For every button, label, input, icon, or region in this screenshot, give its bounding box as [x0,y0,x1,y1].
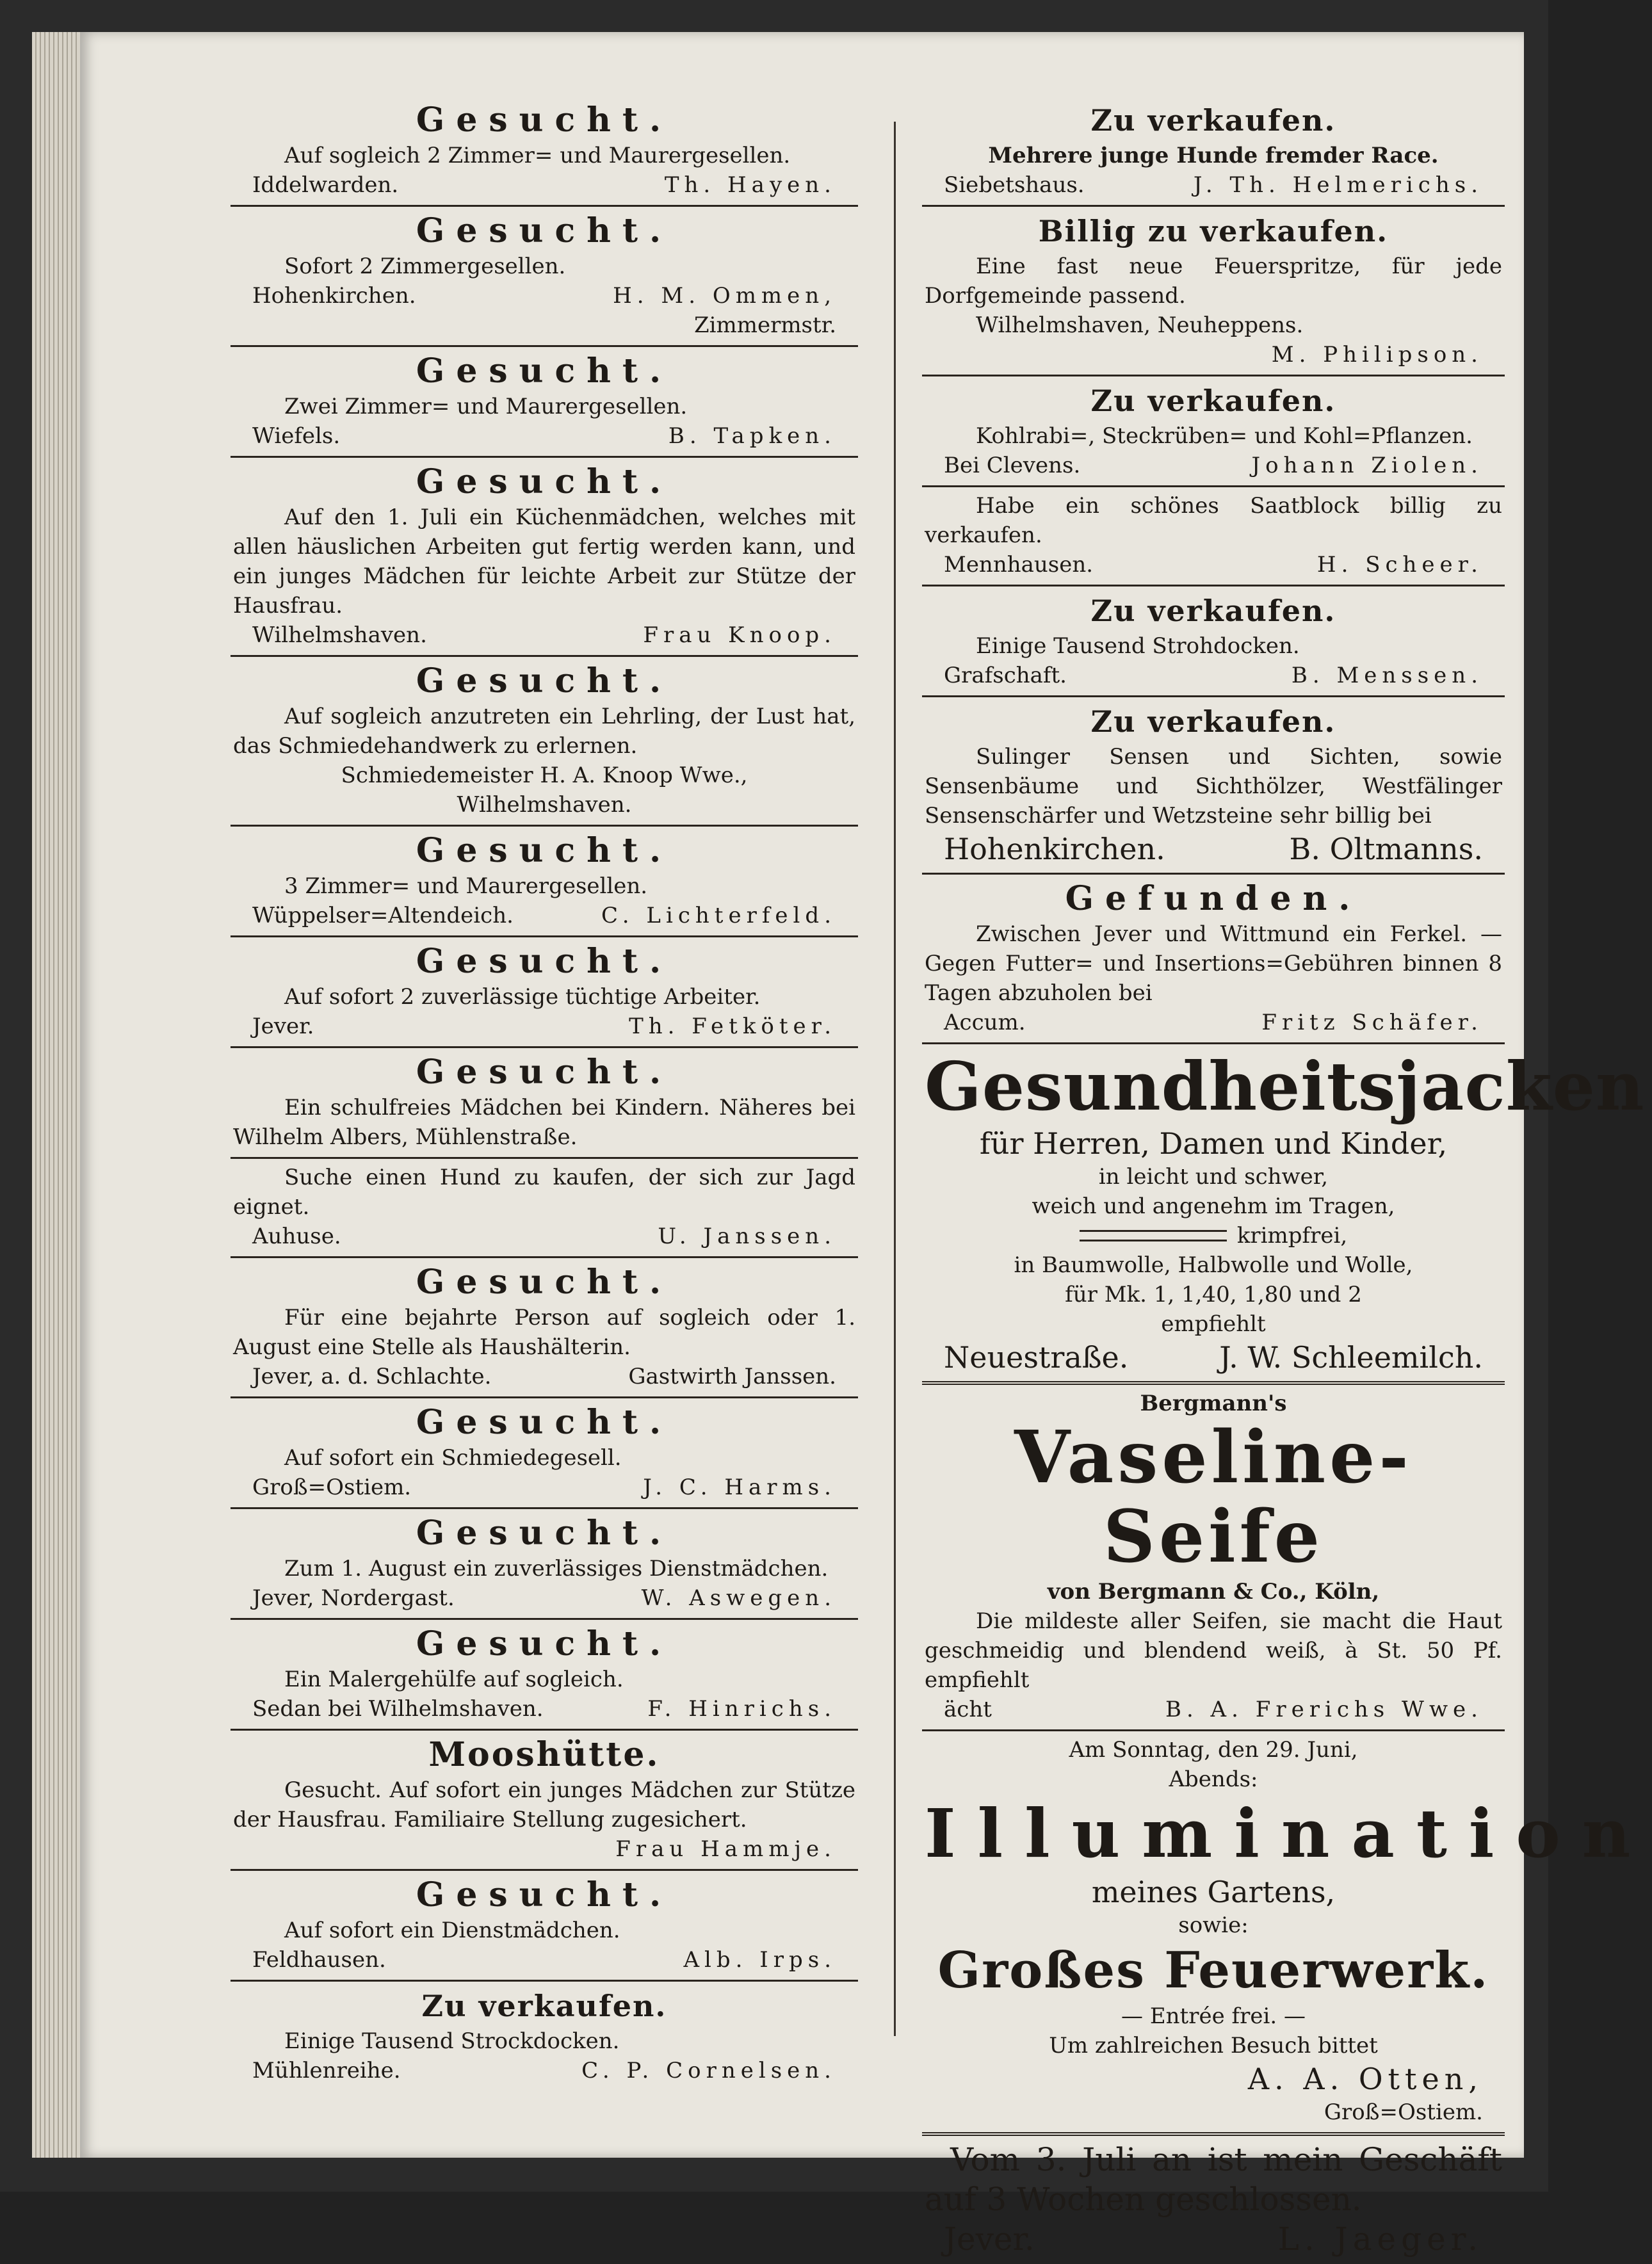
ad-illumination [922,1731,1652,2136]
ad-heading: Gesucht. [416,942,673,981]
ad-heading: Gesucht. [416,1053,673,1092]
ad-sig-left: Mühlenreihe. [252,2058,401,2083]
ad-heading: Gesucht. [416,1263,673,1302]
ad-heading: Billig zu verkaufen. [1038,214,1389,248]
ad-sig-left: Accum. [944,1010,1026,1035]
ad-sig-left: Sedan bei Wilhelmshaven. [252,1696,544,1722]
ad-sig-place: Groß=Ostiem. [1324,2099,1483,2125]
ad-sig-left: Neuestraße. [944,1340,1129,1375]
ad-line: sowie: [1178,1912,1249,1938]
ad-body: Kohlrabi=, Steckrüben= und Kohl=Pflanzen. [976,423,1473,449]
ad-body: Zwei Zimmer= und Maurergesellen. [284,394,688,419]
ad-sig-right: F. Hinrichs. [647,1696,836,1722]
ad [231,1731,858,1871]
ad-sig-right: Frau Knoop. [643,622,836,648]
ad-sig-right: Fritz Schäfer. [1261,1010,1483,1035]
ad-sig: A. A. Otten, [1247,2062,1483,2096]
ad-display-title: Illumination [925,1794,1652,1873]
ad-line: — Entrée frei. — [1121,2003,1306,2029]
ad [922,586,1505,697]
ad-line: weich und angenehm im Tragen, [1032,1193,1395,1219]
ad-line: in leicht und schwer, [1098,1164,1329,1190]
ad [231,1398,858,1509]
ad-sig-left: Jever. [252,1014,314,1039]
ad-body: Habe ein schönes Saatblock billig zu verkaufen. [925,493,1502,548]
ad-sig-right: H. M. Ommen, [613,283,836,309]
ad-body: Einige Tausend Strohdocken. [976,633,1300,659]
ad-sig-right: C. Lichterfeld. [601,903,836,928]
ad-display-title: Gesundheitsjacken [925,1047,1645,1126]
ad-heading: Zu verkaufen. [1090,704,1336,739]
ad [231,1258,858,1398]
ad-body: Mehrere junge Hunde fremder Race. [988,143,1439,168]
ad-line: für Herren, Damen und Kinder, [979,1126,1448,1161]
ad [231,1159,858,1258]
ad-sig-right: Johann Ziolen. [1251,453,1483,478]
ad-sig-right: Frau Hammje. [615,1836,836,1862]
ad-sig-right: M. Philipson. [1271,342,1483,368]
ad [231,827,858,937]
ad-sig-right: Alb. Irps. [683,1947,836,1973]
ad-body: Gesucht. Auf sofort ein junges Mädchen zur Stütze der Hausfrau. Familiaire Stellung zugesichert. [233,1777,855,1832]
ad-sig-right: B. A. Frerichs Wwe. [1165,1697,1483,1722]
ad-heading: Zu verkaufen. [1090,103,1336,138]
ad-sig-center: Schmiedemeister H. A. Knoop Wwe., [341,763,748,788]
ad [922,487,1505,586]
ad-heading: Zu verkaufen. [1090,384,1336,418]
ad-body: Für eine bejahrte Person auf sogleich oder 1. August eine Stelle als Haushälterin. [233,1305,855,1360]
ad-heading: Mooshütte. [428,1735,660,1774]
ad-display-title-2: Großes Feuerwerk. [937,1941,1489,2000]
ad [922,96,1505,207]
ad-line: meines Gartens, [1091,1875,1336,1909]
ad-sig-left: Wüppelser=Altendeich. [252,903,514,928]
ad-sig-left: Auhuse. [252,1224,341,1249]
ad-sig-left: Hohenkirchen. [252,283,416,309]
ad-sig-right: W. Aswegen. [641,1585,836,1611]
ad-body: Auf sofort ein Schmiedegesell. [284,1445,622,1471]
ad-sig-right: J. Th. Helmerichs. [1193,172,1483,198]
ad-sig-left: Siebetshaus. [944,172,1085,198]
ad [231,207,858,347]
ad-sig-left: Bei Clevens. [944,453,1081,478]
ad [231,657,858,827]
ad-sig-center-2: Wilhelmshaven. [457,792,632,818]
ad-heading: Gesucht. [416,1624,673,1663]
ad [922,875,1505,1044]
ad-body: Suche einen Hund zu kaufen, der sich zur Jagd eignet. [233,1165,855,1220]
ad-heading: Zu verkaufen. [1090,594,1336,628]
ad-gesundheitsjacken [922,1044,1645,1385]
ad-heading: Gesucht. [416,1403,673,1442]
ad-body: Vom 3. Juli an ist mein Geschäft auf 3 Wochen geschlossen. [925,2141,1502,2218]
ad [231,1048,858,1159]
ad-sig-right: Th. Fetköter. [629,1014,836,1039]
ad-sig-right: H. Scheer. [1316,552,1483,578]
ad-sig-right: B. Oltmanns. [1289,832,1483,866]
ad-sig-left: Jever. [944,2220,1035,2258]
ornament-rule [1080,1230,1227,1241]
ad [922,207,1505,376]
ad [231,1982,858,2090]
ad-heading: Gesucht. [416,1514,673,1553]
ad-body: 3 Zimmer= und Maurergesellen. [284,873,648,899]
right-column [922,96,1652,2264]
ad-sig-left: ächt [944,1697,992,1722]
ad-sig-left: Wilhelmshaven. [252,622,427,648]
ad [231,1620,858,1731]
ad-sig-left: Jever, a. d. Schlachte. [252,1364,492,1389]
ad-sig-left: Iddelwarden. [252,172,399,198]
ad-body: Zum 1. August ein zuverlässiges Dienstmädchen. [284,1556,829,1581]
ad-sig-left: Hohenkirchen. [944,832,1165,866]
ad-line: in Baumwolle, Halbwolle und Wolle, [1014,1252,1413,1278]
ad-body: Einige Tausend Strockdocken. [284,2028,620,2054]
ad-sig-right: J. W. Schleemilch. [1219,1340,1483,1375]
ad-body: Auf den 1. Juli ein Küchenmädchen, welches mit allen häuslichen Arbeiten gut fertig werden kann, und ein junges Mädchen für leichte Arbeit zur Stütze der Hausfrau. [233,505,855,619]
ad [231,347,858,458]
ad [231,937,858,1048]
ad-sig-right: Th. Hayen. [664,172,836,198]
ad-pre-title: Bergmann's [1140,1391,1287,1416]
ad-heading: Gesucht. [416,352,673,391]
ad-line: empfiehlt [1161,1311,1266,1337]
ad-sig-left: Mennhausen. [944,552,1094,578]
ad [231,1871,858,1982]
ad-body: Eine fast neue Feuerspritze, für jede Dorfgemeinde passend. [925,254,1502,309]
ad-line: krimpfrei, [1236,1223,1348,1249]
ad-body: Auf sogleich 2 Zimmer= und Maurergesellen. [284,143,791,168]
ad-body: Sofort 2 Zimmergesellen. [284,254,566,279]
ad-heading: Gesucht. [416,462,673,501]
ad-heading: Gesucht. [416,1875,673,1914]
ad-address: Wilhelmshaven, Neuheppens. [976,312,1304,338]
ad-line: Am Sonntag, den 29. Juni, [1069,1737,1358,1763]
ad-body: Auf sogleich anzutreten ein Lehrling, der Lust hat, das Schmiedehandwerk zu erlernen. [233,704,855,759]
ad-body: Ein Malergehülfe auf sogleich. [284,1667,624,1692]
ad-sig-right: U. Janssen. [658,1224,836,1249]
ad-body: Die mildeste aller Seifen, sie macht die Haut geschmeidig und blendend weiß, à St. 50 Pf. empfiehlt [925,1608,1502,1693]
ad-sig-left: Groß=Ostiem. [252,1475,412,1500]
ad-body: Auf sofort ein Dienstmädchen. [284,1918,620,1943]
ad [922,697,1505,875]
ad-body: Zwischen Jever und Wittmund ein Ferkel. — Gegen Futter= und Insertions=Gebühren binnen 8 Tagen abzuholen bei [925,921,1502,1006]
ad-closing-notice [922,2136,1505,2264]
ad [231,1509,858,1620]
ad-sig-right: C. P. Cornelsen. [581,2058,836,2083]
ad-body: Auf sofort 2 zuverlässige tüchtige Arbeiter. [284,984,761,1010]
ad-sig-right: B. Menssen. [1291,663,1483,688]
ad-display-title: Vaseline-Seife [1014,1416,1413,1579]
ad-line: für Mk. 1, 1,40, 1,80 und 2 [1065,1282,1362,1307]
ad-heading: Gesucht. [416,101,673,140]
ad-heading: Zu verkaufen. [421,1989,667,2023]
ad-line: Abends: [1169,1767,1258,1792]
ad-sig-left: Wiefels. [252,423,341,449]
ad-heading: Gefunden. [1065,879,1362,918]
ad-sig-left: Feldhausen. [252,1947,386,1973]
ad-sig-right: B. Tapken. [668,423,836,449]
ad [231,96,858,207]
ad-sig-left: Grafschaft. [944,663,1067,688]
ad-sig-right-2: Zimmermstr. [693,312,836,338]
ad [922,376,1505,487]
ad-heading: Gesucht. [416,211,673,250]
left-column [231,96,858,2090]
ad-sig-right: L. Jaeger. [1277,2220,1483,2258]
ad-line: von Bergmann & Co., Köln, [1047,1579,1380,1605]
ad-heading: Gesucht. [416,831,673,870]
ad-sig-right: J. C. Harms. [643,1475,836,1500]
column-divider [894,122,896,2036]
ad-sig-right: Gastwirth Janssen. [628,1364,836,1389]
ad-heading: Gesucht. [416,661,673,700]
ad-sig-left: Jever, Nordergast. [252,1585,455,1611]
ad [231,458,858,657]
ad-body: Sulinger Sensen und Sichten, sowie Sensenbäume und Sichthölzer, Westfälinger Sensenschärfer und Wetzsteine sehr billig bei [925,744,1502,829]
ad-body: Ein schulfreies Mädchen bei Kindern. Näheres bei Wilhelm Albers, Mühlenstraße. [233,1095,855,1150]
ad-vaseline-seife [922,1385,1505,1731]
ad-line: Um zahlreichen Besuch bittet [1049,2033,1378,2058]
